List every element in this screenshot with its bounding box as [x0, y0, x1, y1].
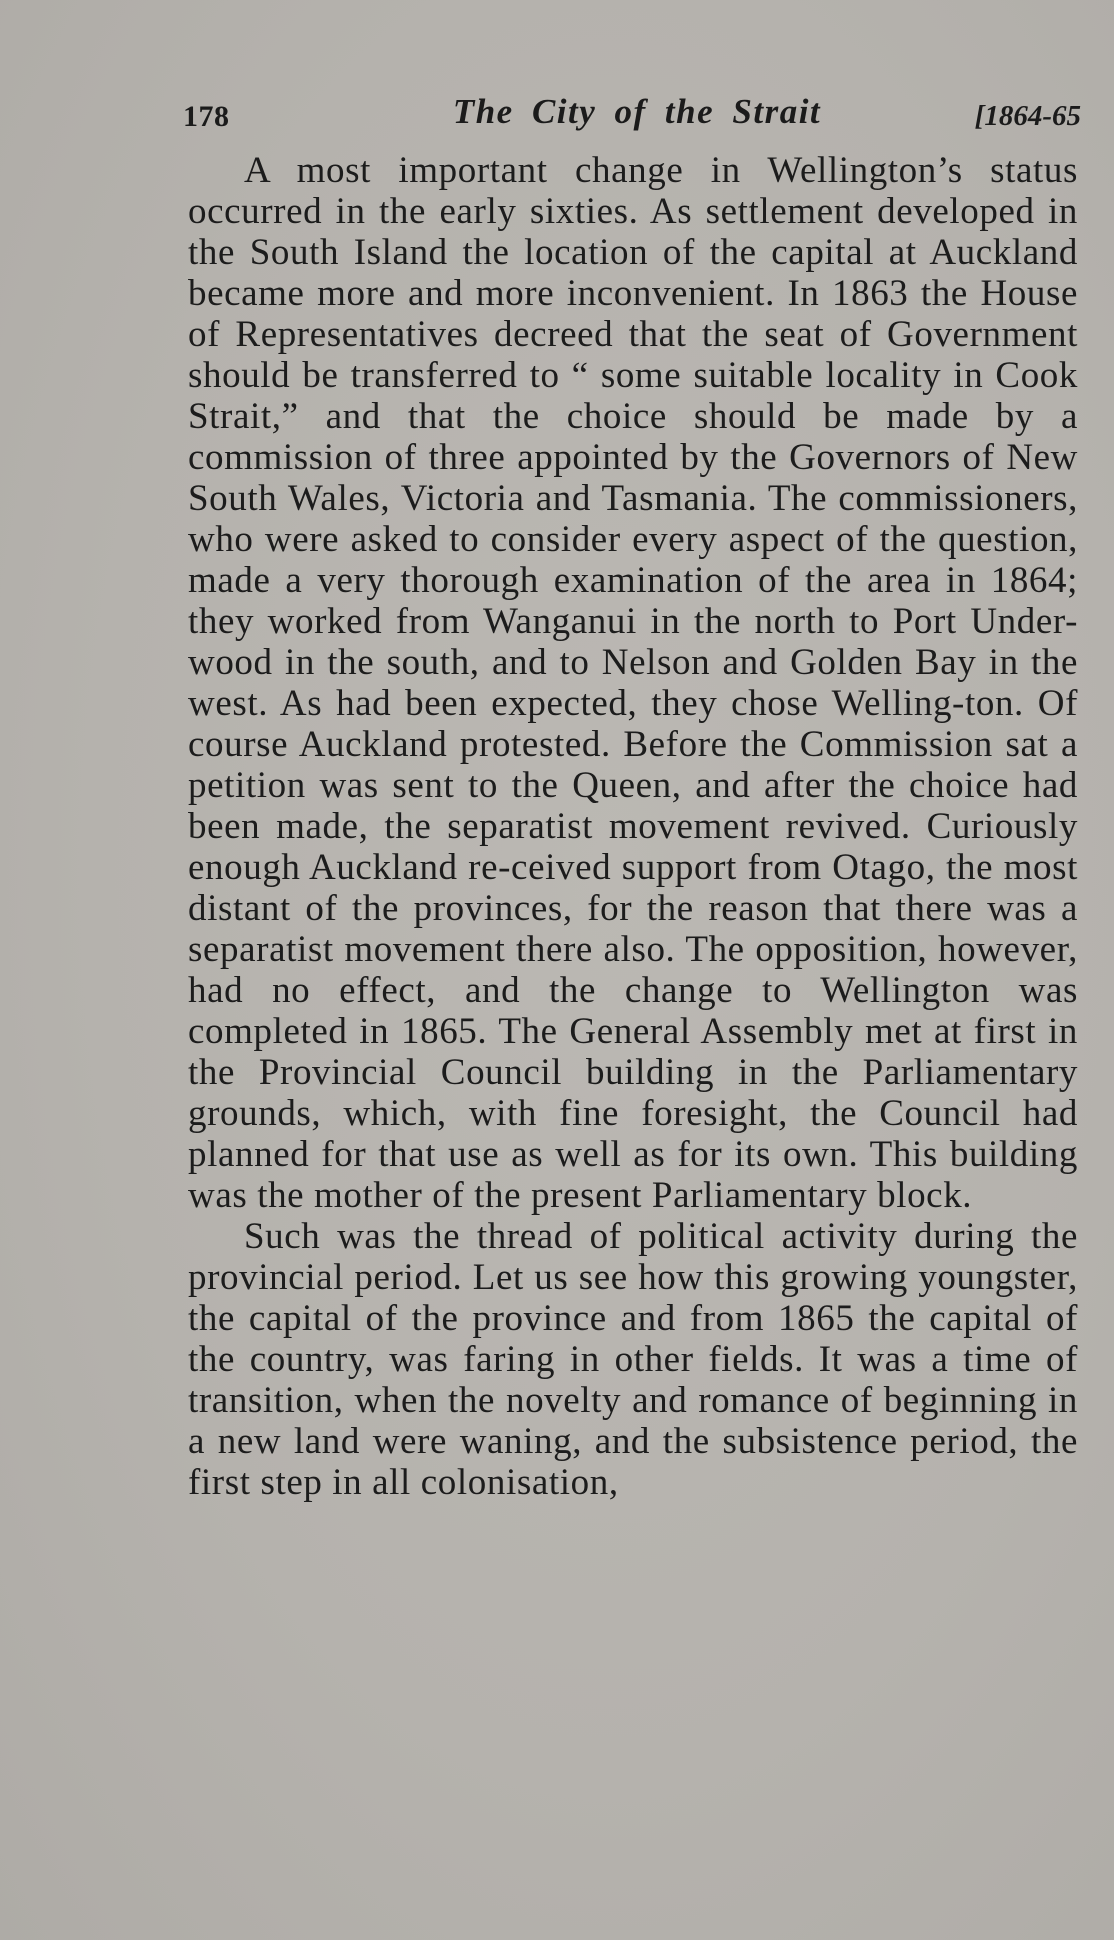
running-head	[183, 92, 1081, 142]
body-text	[188, 150, 1078, 1503]
paragraph-capital-move: A most important change in Wellington’s status occurred in the early sixties. As settlement developed in the South Island the location of the capital at Auckland became more and more inconvenient. In 1863 the House of Representatives decreed that the seat of Government should be transferred to “ some suitable locality in Cook Strait,” and that the choice should be made by a commission of three appointed by the Governors of New South Wales, Victoria and Tasmania. The commissioners, who were asked to consider every aspect of the question, made a very thorough examination of the area in 1864; they worked from Wanganui in the north to Port Under-wood in the south, and to Nelson and Golden Bay in the west. As had been expected, they chose Welling-ton. Of course Auckland protested. Before the Commission sat a petition was sent to the Queen, and after the choice had been made, the separatist movement revived. Curiously enough Auckland re-ceived support from Otago, the most distant of the provinces, for the reason that there was a separatist movement there also. The opposition, however, had no effect, and the change to Wellington was completed in 1865. The General Assembly met at first in the Provincial Council building in the Parliamentary grounds, which, with fine foresight, the Council had planned for that use as well as for its own. This building was the mother of the present Parliamentary block.	[188, 150, 1078, 1216]
paragraph-provincial-period: Such was the thread of political activity during the provincial period. Let us see how this growing youngster, the capital of the province and from 1865 the capital of the country, was faring in other fields. It was a time of transition, when the novelty and romance of beginning in a new land were waning, and the subsistence period, the first step in all colonisation,	[188, 1216, 1078, 1503]
page-number: 178	[183, 100, 230, 133]
running-title: The City of the Strait	[452, 92, 822, 131]
date-range: [1864-65	[974, 100, 1081, 132]
